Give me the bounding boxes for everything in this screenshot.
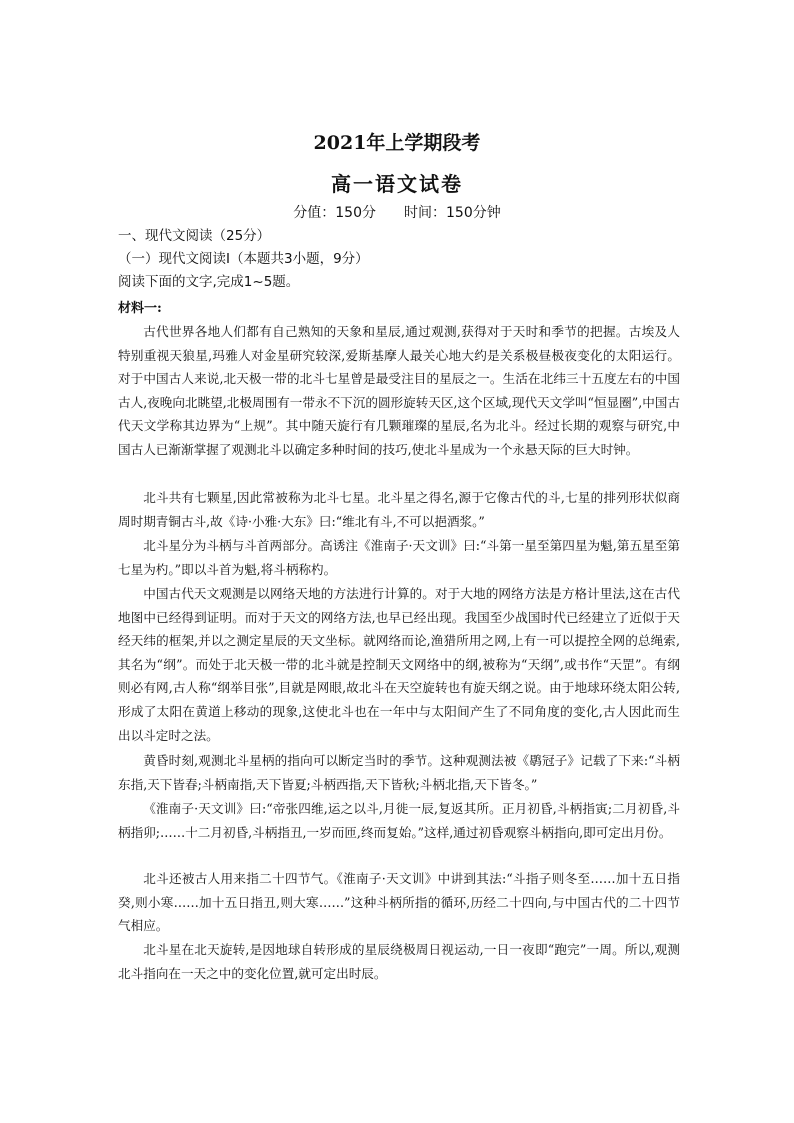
paragraph: 北斗共有七颗星,因此常被称为北斗七星。北斗星之得名,源于它像古代的斗,七星的排列形状似商周时期青铜古斗,故《诗·小雅·大东》曰:“维北有斗,不可以挹酒浆。” [118,490,680,529]
paragraph: 黄昏时刻,观测北斗星柄的指向可以断定当时的季节。这种观测法被《鹖冠子》记载了下来:“斗柄东指,天下皆春;斗柄南指,天下皆夏;斗柄西指,天下皆秋;斗柄北指,天下皆冬。” [118,753,680,792]
material-label: 材料一: [118,301,162,316]
sub-section-heading: （一）现代文阅读Ⅰ（本题共3小题，9分） [118,251,369,267]
paragraph: 北斗星在北天旋转,是因地球自转形成的星辰绕极周日视运动,一日一夜即“跑完”一周。所以,观测北斗指向在一天之中的变化位置,就可定出时辰。 [118,942,680,981]
paragraph: 《淮南子·天文训》曰:“帝张四维,运之以斗,月徙一辰,复返其所。正月初昏,斗柄指寅;二月初昏,斗柄指卯;……十二月初昏,斗柄指丑,一岁而匝,终而复始。”这样,通过初昏观察斗柄指向,即可定出月份。 [118,801,680,840]
paragraph: 古代世界各地人们都有自己熟知的天象和星辰,通过观测,获得对于天时和季节的把握。古埃及人特别重视天狼星,玛雅人对金星研究较深,爱斯基摩人最关心地大约是关系极昼极夜变化的太阳运行。对于中国古人来说,北天极一带的北斗七星曾是最受注目的星辰之一。生活在北纬三十五度左右的中国古人,夜晚向北眺望,北极周围有一带永不下沉的圆形旋转天区,这个区域,现代天文学叫“恒显圈”,中国古代天文学称其边界为“上规”。其中随天旋行有几颗璀璨的星辰,名为北斗。经过长期的观察与研究,中国古人已渐渐掌握了观测北斗以确定多种时间的技巧,使北斗星成为一个永悬天际的巨大时钟。 [118,324,680,457]
paragraph: 北斗还被古人用来指二十四节气。《淮南子·天文训》中讲到其法:“斗指子则冬至……加十五日指癸,则小寒……加十五日指丑,则大寒……”这种斗柄所指的循环,历经二十四向,与中国古代的二十四节气相应。 [118,871,680,934]
time-label: 时间：150分钟 [404,205,501,221]
exam-subtitle: 高一语文试卷 [331,172,463,196]
paragraph: 北斗星分为斗柄与斗首两部分。高诱注《淮南子·天文训》曰:“斗第一星至第四星为魁,第五星至第七星为杓。”即以斗首为魁,将斗柄称杓。 [118,538,680,577]
exam-meta [0,202,794,222]
exam-title: 2021年上学期段考 [313,132,481,154]
paragraph: 中国古代天文观测是以网络天地的方法进行计算的。对于大地的网络方法是方格计里法,这在古代地图中已经得到证明。而对于天文的网络方法,也早已经出现。我国至少战国时代已经建立了近似于天经天纬的框架,并以之测定星辰的天文坐标。就网络而论,渔猎所用之网,上有一可以提控全网的总绳索,其名为“纲”。而处于北天极一带的北斗就是控制天文网络中的纲,被称为“天纲”,或书作“天罡”。有纲则必有网,古人称“纲举目张”,目就是网眼,故北斗在天空旋转也有旋天纲之说。由于地球环绕太阳公转,形成了太阳在黄道上移动的现象,这使北斗也在一年中与太阳间产生了不同角度的变化,古人因此而生出以斗定时之法。 [118,586,680,743]
reading-instruction: 阅读下面的文字,完成1~5题。 [118,274,300,290]
score-label: 分值：150分 [293,205,376,221]
section-heading: 一、现代文阅读（25分） [118,228,271,244]
